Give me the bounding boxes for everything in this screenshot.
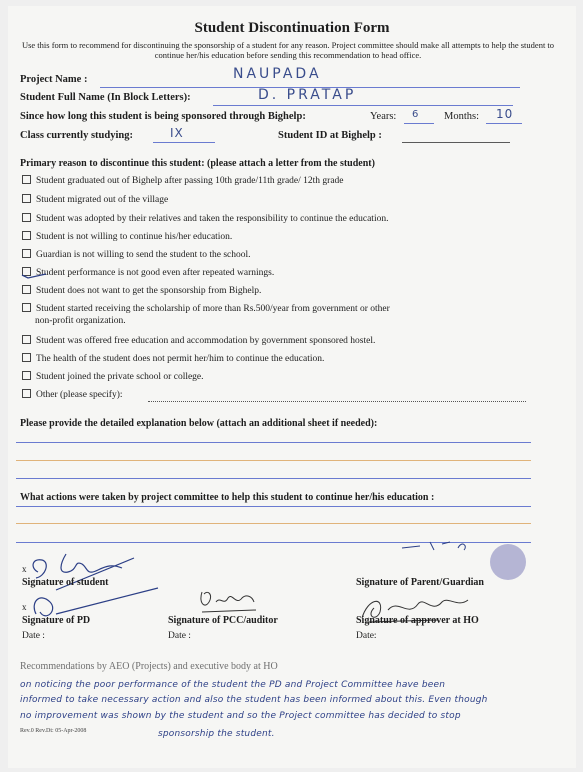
years-line	[404, 123, 434, 124]
checkbox[interactable]	[22, 353, 31, 362]
actions-heading: What actions were taken by project committee to help this student to continue her/his education :	[20, 492, 435, 503]
reason-option-continuation: non-profit organization.	[35, 316, 126, 326]
form-page	[8, 6, 576, 768]
project-name-value[interactable]: NAUPADA	[233, 66, 322, 82]
years-value[interactable]: 6	[412, 109, 420, 120]
recommendation-line[interactable]: no improvement was shown by the student and so the Project committee has decided to stop	[20, 711, 461, 721]
explanation-line[interactable]	[16, 478, 531, 479]
pcc-signature-label: Signature of PCC/auditor	[168, 615, 278, 626]
recommendations-heading: Recommendations by AEO (Projects) and executive body at HO	[20, 661, 278, 672]
reason-option[interactable]: Student was adopted by their relatives and taken the responsibility to continue the education.	[22, 214, 388, 224]
checkbox[interactable]	[22, 335, 31, 344]
reason-option[interactable]: Student is not willing to continue his/her education.	[22, 232, 232, 242]
student-id-line	[402, 142, 510, 143]
checkbox[interactable]	[22, 213, 31, 222]
checkbox[interactable]	[22, 194, 31, 203]
reason-option[interactable]: Student migrated out of the village	[22, 195, 168, 205]
years-label: Years:	[370, 111, 397, 122]
since-label: Since how long this student is being sponsored through Bighelp:	[20, 111, 306, 122]
reason-option[interactable]: Student joined the private school or college.	[22, 372, 204, 382]
revision-footer: Rev.0 Rev.Dt: 05-Apr-2008	[20, 728, 87, 734]
class-label: Class currently studying:	[20, 130, 133, 141]
check-mark-icon	[22, 268, 52, 282]
actions-line[interactable]	[16, 506, 531, 507]
explanation-line[interactable]	[16, 442, 531, 443]
form-intro: Use this form to recommend for discontinuing the sponsorship of a student for any reason. Project committee should make all attempts to help the student to continue her/his education before sending this recommendation to head office.	[21, 40, 555, 60]
checkbox[interactable]	[22, 389, 31, 398]
reason-option-other[interactable]: Other (please specify):	[22, 390, 123, 400]
checkbox[interactable]	[22, 231, 31, 240]
months-label: Months:	[444, 111, 480, 122]
student-signature-label: Signature of student	[22, 577, 109, 588]
reason-option[interactable]: Student graduated out of Bighelp after passing 10th grade/11th grade/ 12th grade	[22, 176, 344, 186]
approver-signature-label: Signature of approver at HO	[356, 615, 479, 626]
full-name-line	[213, 105, 513, 106]
pd-signature-scrawl	[28, 584, 168, 634]
class-value[interactable]: IX	[170, 126, 184, 140]
reasons-heading: Primary reason to discontinue this student: (please attach a letter from the student)	[20, 158, 375, 169]
checkbox[interactable]	[22, 175, 31, 184]
checkbox[interactable]	[22, 303, 31, 312]
project-name-label: Project Name :	[20, 74, 88, 85]
explanation-line[interactable]	[16, 460, 531, 461]
student-x-mark: x	[22, 564, 27, 574]
reason-option[interactable]: Guardian is not willing to send the student to the school.	[22, 250, 251, 260]
months-value[interactable]: 10	[496, 107, 514, 121]
student-id-label: Student ID at Bighelp :	[278, 130, 382, 141]
pd-date-label: Date :	[22, 631, 45, 641]
full-name-label: Student Full Name (In Block Letters):	[20, 92, 191, 103]
months-line	[486, 123, 522, 124]
actions-line[interactable]	[16, 523, 531, 524]
reason-option-checked[interactable]: Student performance is not good even after repeated warnings.	[22, 268, 274, 278]
explanation-heading: Please provide the detailed explanation below (attach an additional sheet if needed):	[20, 418, 378, 429]
class-line	[153, 142, 215, 143]
recommendation-line[interactable]: on noticing the poor performance of the student the PD and Project Committee have been	[20, 680, 446, 690]
pd-x-mark: x	[22, 602, 27, 612]
other-specify-line[interactable]	[148, 401, 526, 402]
checkbox[interactable]	[22, 249, 31, 258]
approver-date-label: Date:	[356, 631, 377, 641]
reason-option[interactable]: Student does not want to get the sponsorship from Bighelp.	[22, 286, 261, 296]
form-title: Student Discontinuation Form	[194, 20, 390, 36]
recommendation-line[interactable]: informed to take necessary action and also the student has been informed about this. Even though	[20, 695, 488, 705]
checkbox[interactable]	[22, 371, 31, 380]
reason-option[interactable]: Student started receiving the scholarship of more than Rs.500/year from government or other	[22, 304, 390, 314]
recommendation-line[interactable]: sponsorship the student.	[158, 729, 275, 739]
checkbox[interactable]	[22, 285, 31, 294]
reason-option[interactable]: The health of the student does not permit her/him to continue the education.	[22, 354, 324, 364]
full-name-value[interactable]: D. PRATAP	[258, 87, 357, 103]
reason-option[interactable]: Student was offered free education and accommodation by government sponsored hostel.	[22, 336, 375, 346]
parent-signature-label: Signature of Parent/Guardian	[356, 577, 484, 588]
pd-signature-label: Signature of PD	[22, 615, 91, 626]
pcc-date-label: Date :	[168, 631, 191, 641]
